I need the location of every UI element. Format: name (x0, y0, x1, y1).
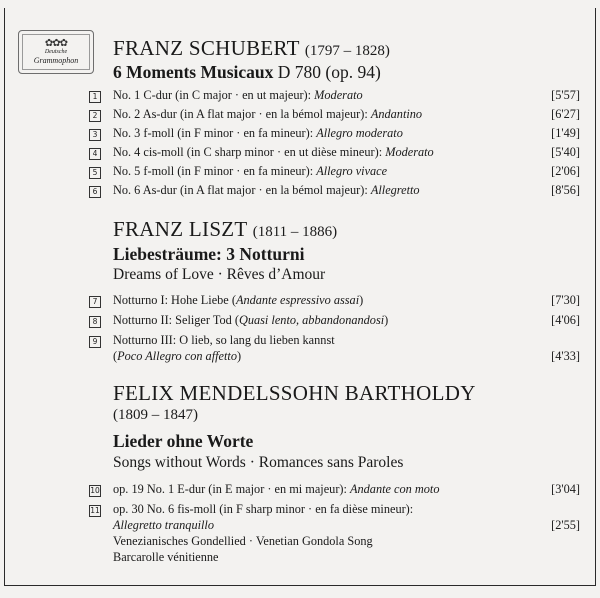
track-11-title-line-fr: Barcarolle vénitienne (113, 550, 219, 564)
track-duration-1: [5'57] (551, 88, 580, 102)
track-tempo: Poco Allegro con affetto (117, 349, 237, 363)
track-duration-4: [5'40] (551, 145, 580, 159)
track-duration-11: [2'55] (551, 518, 580, 532)
track-9-tempo-line (113, 349, 241, 364)
track-tempo: Andante con moto (350, 482, 440, 496)
track-9: Notturno III: O lieb, so lang du lieben kannst (113, 333, 335, 347)
track-desc: Notturno II: Seliger Tod ( (113, 313, 239, 327)
track-3 (113, 126, 403, 141)
composer-dates: (1811 – 1886) (252, 224, 338, 240)
composer-dates: (1797 – 1828) (304, 43, 390, 59)
frame-bottom-border (4, 585, 596, 586)
track-desc: No. 5 f-moll (in F minor · en fa mineur): (113, 164, 317, 178)
track-tempo: Moderato (385, 145, 434, 159)
track-tempo: Andante espressivo assai (235, 293, 360, 307)
track-6 (113, 183, 420, 198)
track-8 (113, 313, 388, 328)
track-close-paren: ) (236, 349, 242, 363)
track-7 (113, 293, 363, 308)
work-title-liszt: Liebesträume: 3 Notturni (113, 244, 305, 264)
track-desc: op. 19 No. 1 E-dur (in E major · en mi majeur): (113, 482, 350, 496)
track-tempo: Moderato (314, 88, 363, 102)
work-title-bold: 6 Moments Musicaux (113, 62, 274, 82)
track-5 (113, 164, 387, 179)
track-duration-6: [8'56] (551, 183, 580, 197)
track-number-8: 8 (89, 316, 101, 328)
track-tempo: Andantino (370, 107, 423, 121)
track-duration-8: [4'06] (551, 313, 580, 327)
composer-liszt (113, 217, 337, 244)
track-close-paren: ) (359, 293, 364, 307)
track-desc: No. 3 f-moll (in F minor · en fa mineur): (113, 126, 317, 140)
track-tempo: Allegro vivace (316, 164, 388, 178)
track-tempo: Quasi lento, abbandonandosi (238, 313, 385, 327)
track-number-5: 5 (89, 167, 101, 179)
track-number-4: 4 (89, 148, 101, 160)
work-title-mendelssohn: Lieder ohne Worte (113, 431, 254, 451)
track-desc: No. 4 cis-moll (in C sharp minor · en ut dièse mineur): (113, 145, 386, 159)
track-open-paren: ( (113, 349, 118, 363)
track-10 (113, 482, 439, 497)
track-number-10: 10 (90, 486, 100, 495)
frame-left-border (4, 8, 5, 586)
track-number-7: 7 (89, 296, 101, 308)
track-2 (113, 107, 422, 122)
composer-mendelssohn: FELIX MENDELSSOHN BARTHOLDY (113, 381, 476, 405)
track-number-2: 2 (89, 110, 101, 122)
track-duration-10: [3'04] (551, 482, 580, 496)
track-number-1: 1 (89, 91, 101, 103)
track-1 (113, 88, 363, 103)
frame-right-border (595, 8, 596, 586)
track-duration-9: [4'33] (551, 349, 580, 363)
track-tempo: Allegro moderato (316, 126, 403, 140)
track-tempo: Allegretto (370, 183, 420, 197)
track-desc: No. 6 As-dur (in A flat major · en la bémol majeur): (113, 183, 371, 197)
track-11-tempo-line (113, 518, 214, 533)
track-number-9: 9 (89, 336, 101, 348)
track-duration-3: [1'49] (551, 126, 580, 140)
track-duration-2: [6'27] (551, 107, 580, 121)
work-title-plain: D 780 (op. 94) (273, 62, 381, 82)
track-desc: Notturno I: Hohe Liebe ( (113, 293, 236, 307)
track-duration-7: [7'30] (551, 293, 580, 307)
composer-schubert (113, 36, 390, 63)
tulip-crown-icon: ✿✿✿ (44, 38, 68, 49)
track-number-11: 11 (90, 506, 100, 515)
track-close-paren: ) (384, 313, 389, 327)
work-title-schubert (113, 62, 381, 83)
work-subtitle-mendelssohn: Songs without Words · Romances sans Paroles (113, 454, 404, 471)
track-duration-5: [2'06] (551, 164, 580, 178)
work-subtitle-liszt: Dreams of Love · Rêves d’Amour (113, 266, 326, 283)
track-11: op. 30 No. 6 fis-moll (in F sharp minor · en fa dièse mineur): (113, 502, 414, 516)
track-4 (113, 145, 434, 160)
track-tempo: Allegretto tranquillo (113, 518, 214, 532)
track-11-title-line: Venezianisches Gondellied · Venetian Gondola Song (113, 534, 373, 548)
track-number-6: 6 (89, 186, 101, 198)
logo-line2: Grammophon (33, 56, 79, 65)
track-desc: No. 2 As-dur (in A flat major · en la bémol majeur): (113, 107, 371, 121)
track-desc: No. 1 C-dur (in C major · en ut majeur): (113, 88, 315, 102)
composer-name: FRANZ SCHUBERT (113, 36, 300, 60)
track-number-3: 3 (89, 129, 101, 141)
logo-line1: Deutsche (44, 49, 68, 55)
deutsche-grammophon-logo (18, 30, 94, 74)
composer-name: FRANZ LISZT (113, 217, 248, 241)
composer-dates-mendelssohn: (1809 – 1847) (113, 407, 198, 423)
